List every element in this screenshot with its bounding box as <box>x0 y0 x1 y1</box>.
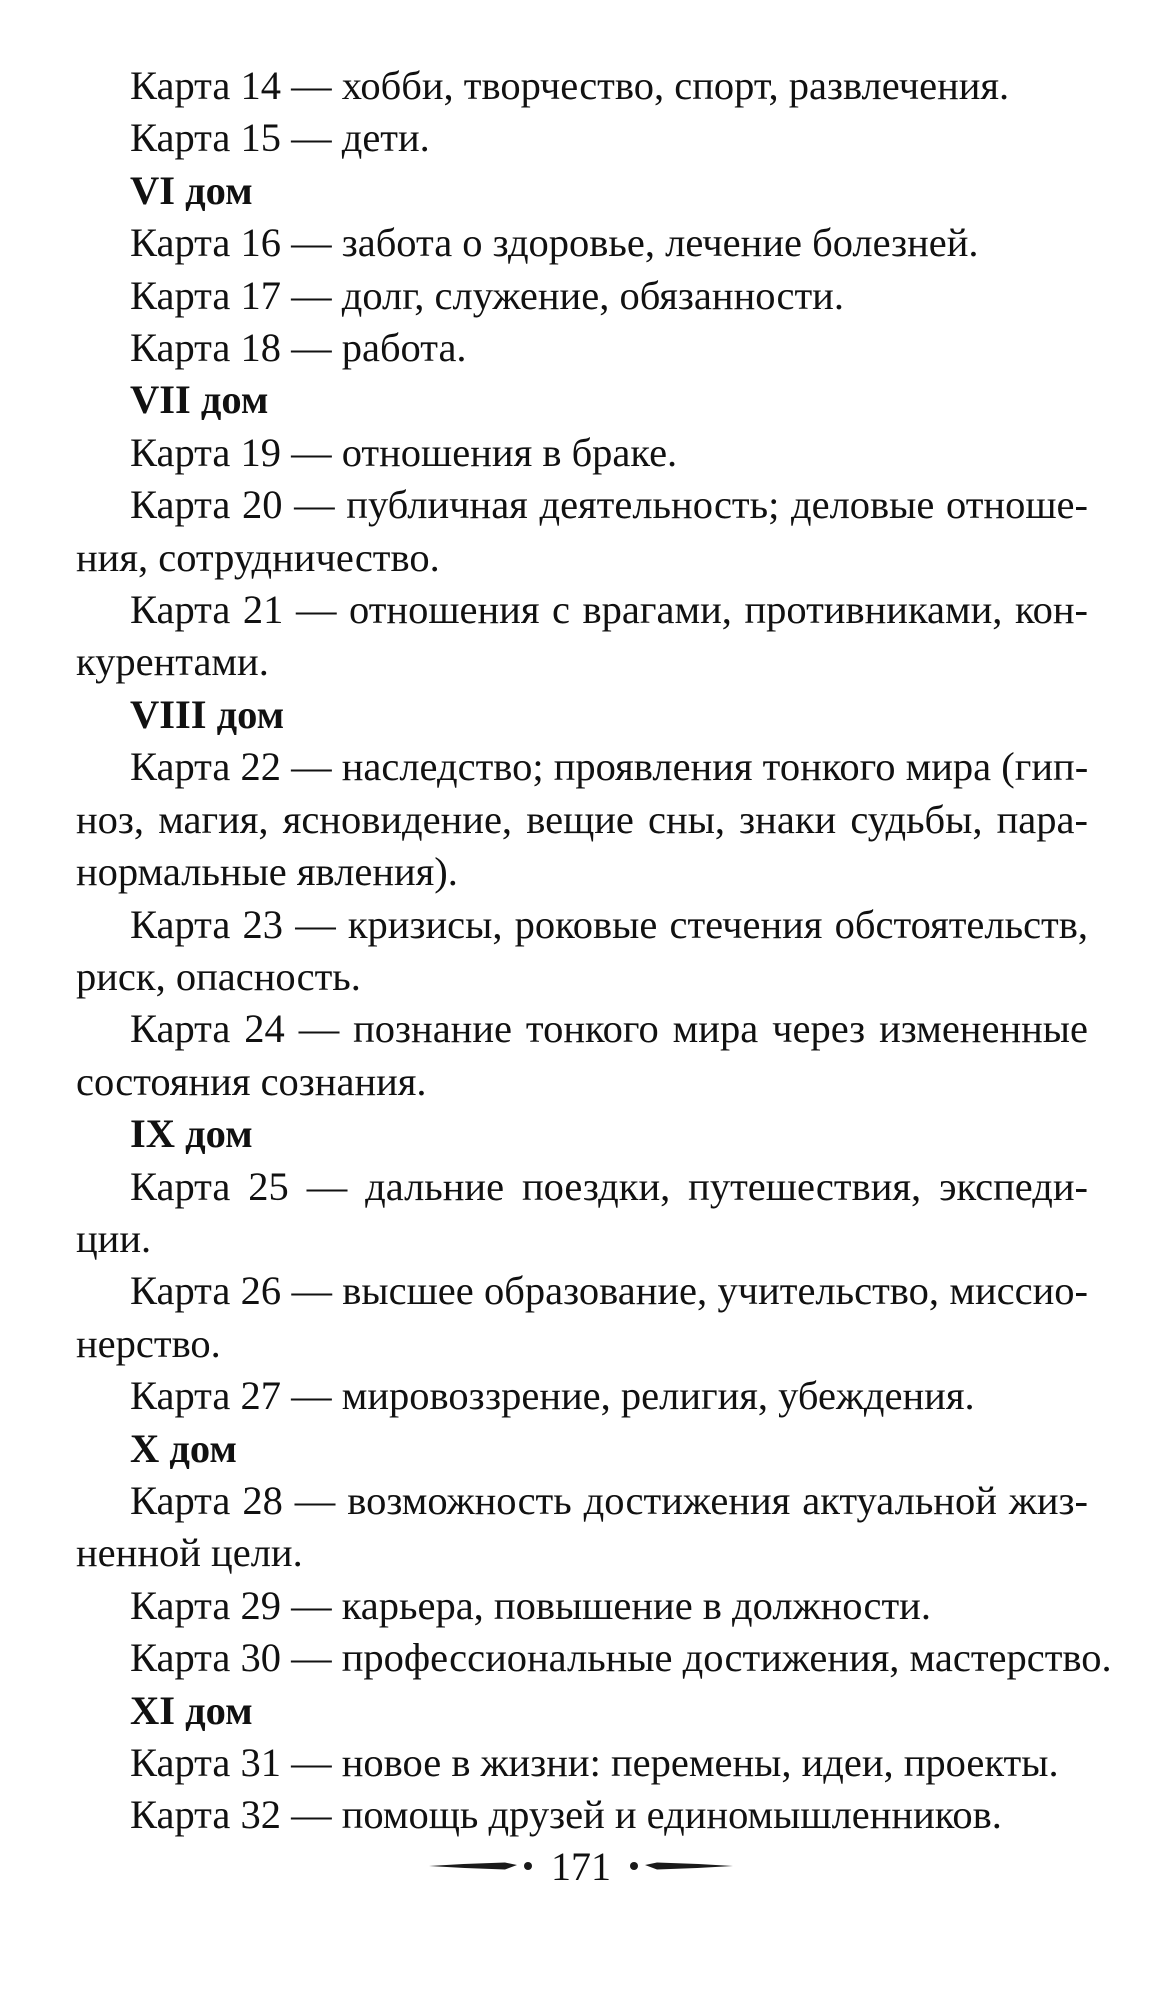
text-line: нерство. <box>76 1320 221 1366</box>
text-line: Карта 21 — отношения с врагами, противниками, кон- <box>130 587 1088 633</box>
text-line: курентами. <box>76 639 269 685</box>
text-line: Карта 22 — наследство; проявления тонкого мира (гип- <box>130 744 1089 790</box>
text-line: нормальные явления). <box>76 849 458 895</box>
page-number: 171 <box>551 1843 611 1889</box>
text-line: Карта 23 — кризисы, роковые стечения обстоятельств, <box>130 901 1088 947</box>
text-line: состояния сознания. <box>76 1058 427 1104</box>
text-line: Карта 19 — отношения в браке. <box>130 429 678 475</box>
text-line: Карта 18 — работа. <box>130 325 467 371</box>
text-line: Карта 15 — дети. <box>130 115 430 161</box>
text-line: Карта 24 — познание тонкого мира через измененные <box>130 1006 1088 1052</box>
text-line: Карта 29 — карьера, повышение в должности. <box>130 1582 931 1628</box>
text-line: Карта 17 — долг, служение, обязанности. <box>130 272 844 318</box>
text-line: Карта 25 — дальние поездки, путешествия, экспеди- <box>130 1163 1088 1209</box>
text-line: Карта 28 — возможность достижения актуальной жиз- <box>130 1477 1088 1523</box>
section-heading: IX дом <box>130 1111 253 1157</box>
right-ornament-icon <box>625 1856 735 1876</box>
text-line: ноз, магия, ясновидение, вещие сны, знаки судьбы, пара- <box>76 796 1088 842</box>
text-line: Карта 31 — новое в жизни: перемены, идеи, проекты. <box>130 1740 1059 1785</box>
text-line: Карта 20 — публичная деятельность; деловые отноше- <box>130 482 1088 528</box>
page-footer <box>0 1836 1162 1896</box>
section-heading: VIII дом <box>130 691 285 737</box>
text-line: Карта 14 — хобби, творчество, спорт, развлечения. <box>130 63 1010 108</box>
text-line: Карта 27 — мировоззрение, религия, убеждения. <box>130 1373 975 1419</box>
text-line: Карта 16 — забота о здоровье, лечение болезней. <box>130 220 979 266</box>
text-line: Карта 30 — профессиональные достижения, мастерство. <box>130 1635 1112 1681</box>
text-line: ции. <box>76 1215 152 1261</box>
section-heading: X дом <box>130 1425 237 1471</box>
text-line: Карта 26 — высшее образование, учительство, миссио- <box>130 1268 1088 1314</box>
section-heading: VII дом <box>130 377 269 423</box>
section-heading: XI дом <box>130 1687 253 1733</box>
text-line: риск, опасность. <box>76 953 361 999</box>
section-heading: VI дом <box>130 167 253 213</box>
text-line: Карта 32 — помощь друзей и единомышленников. <box>130 1792 1002 1838</box>
text-line: ния, сотрудничество. <box>76 534 440 580</box>
text-line: ненной цели. <box>76 1530 303 1576</box>
page-text <box>76 60 1112 1842</box>
left-ornament-icon <box>427 1856 537 1876</box>
